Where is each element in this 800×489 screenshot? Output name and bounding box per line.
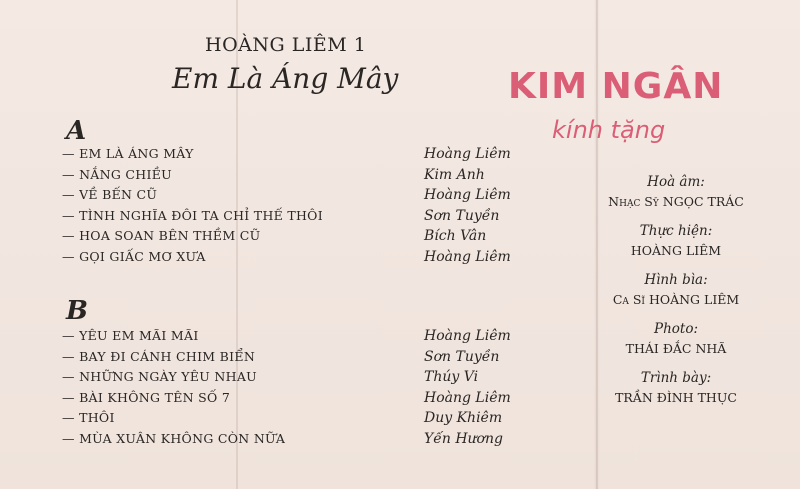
track-title: — NHỮNG NGÀY YÊU NHAU [62,369,257,384]
track-row [62,328,522,349]
track-artist: Hoàng Liêm [424,328,511,344]
track-row [62,208,522,229]
album-title: Em Là Áng Mây [172,62,399,95]
track-artist: Sơn Tuyền [424,207,500,224]
track-artist: Duy Khiêm [424,410,503,426]
side-b-label: B [66,296,88,326]
track-title: — YÊU EM MÃI MÃI [62,328,199,343]
track-artist: Thúy Vi [424,369,479,385]
credit-value: THÁI ĐẮC NHÃ [625,341,727,356]
credit-value: TRẦN ĐÌNH THỤC [615,390,737,405]
track-row [62,369,522,390]
credit-value: HOÀNG LIÊM [630,243,722,258]
track-row [62,249,522,270]
track-row [62,187,522,208]
track-artist: Hoàng Liêm [424,389,511,406]
side-a-tracklist [62,146,522,269]
track-row [62,431,522,452]
track-row [62,228,522,249]
track-title: — HOA SOAN BÊN THỀM CŨ [62,228,261,243]
stamp-dedication: kính tặng [552,116,666,144]
track-title: — BAY ĐI CÁNH CHIM BIỂN [62,348,256,364]
track-artist: Hoàng Liêm [424,248,511,265]
credit-value: Ca Sĩ HOÀNG LIÊM [612,292,740,307]
track-row [62,146,522,167]
track-title: — VỀ BẾN CŨ [62,187,158,202]
side-b-tracklist [62,328,522,451]
track-title: — MÙA XUÂN KHÔNG CÒN NỮA [62,430,286,446]
album-series-title: HOÀNG LIÊM 1 [205,34,367,56]
credits-panel [586,172,766,417]
credit-value: Nhạc Sỹ NGỌC TRÁC [608,194,744,209]
track-artist: Hoàng Liêm [424,187,511,203]
track-row [62,410,522,431]
stamp-name: KIM NGÂN [508,66,724,107]
credit-label: Photo: [653,321,698,337]
track-row [62,167,522,188]
credit-label: Hình bìa: [644,272,708,288]
track-title: — EM LÀ ÁNG MÂY [62,146,194,161]
track-artist: Bích Vân [424,228,487,244]
credit-label: Trình bày: [640,370,712,386]
track-artist: Kim Anh [424,166,485,183]
side-a-label: A [66,116,87,146]
track-artist: Yến Hương [424,430,503,447]
credit-label: Thực hiện: [639,223,713,239]
track-title: — THÔI [62,410,115,425]
track-title: — BÀI KHÔNG TÊN SỐ 7 [62,389,231,405]
track-title: — GỌI GIẤC MƠ XƯA [62,248,206,264]
track-row [62,390,522,411]
track-title: — TÌNH NGHĨA ĐÔI TA CHỈ THẾ THÔI [62,207,323,223]
track-title: — NẮNG CHIỀU [62,166,172,182]
track-artist: Hoàng Liêm [424,146,511,162]
credit-label: Hoà âm: [647,174,705,190]
track-artist: Sơn Tuyền [424,348,500,365]
track-row [62,349,522,370]
